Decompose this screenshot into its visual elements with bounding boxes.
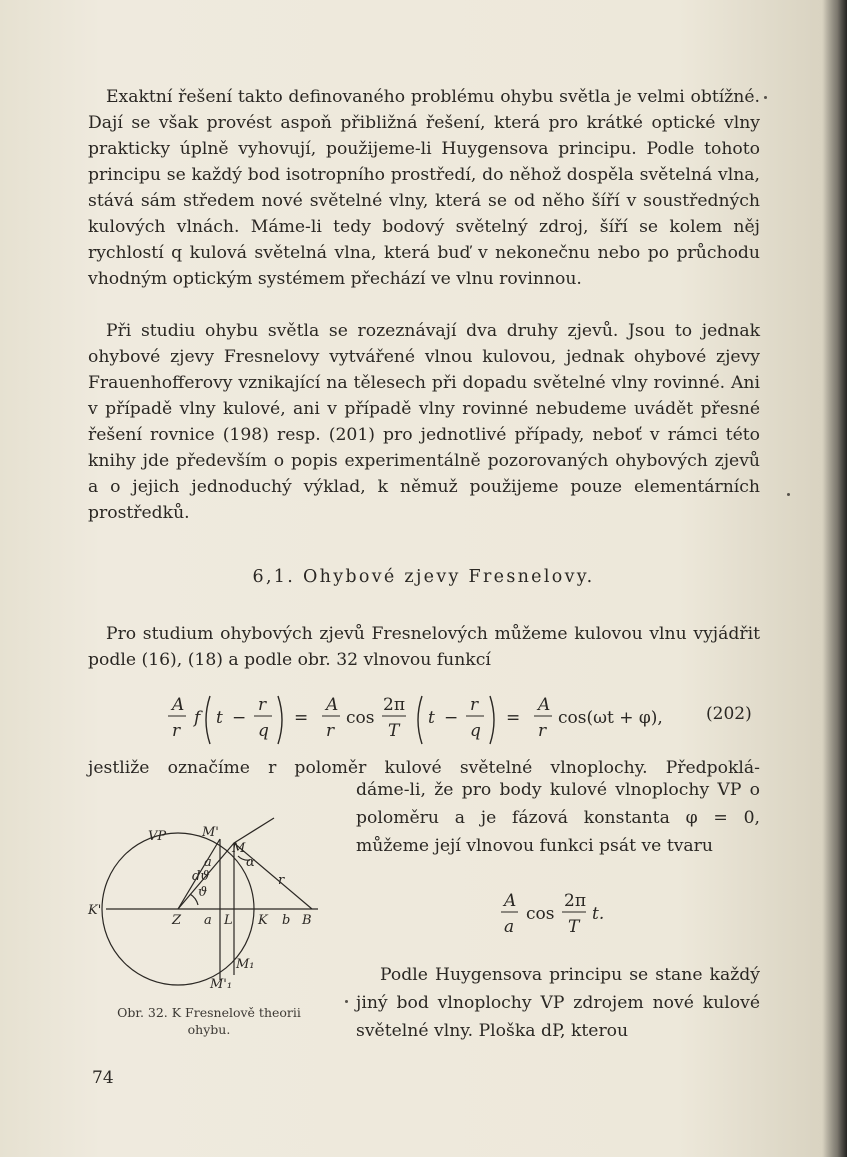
eq-q: q [258,721,269,741]
paragraph-text: Při studiu ohybu světla se rozeznávají dva druhy zjevů. Jsou to jednak ohybové zjevy Fresnelovy vytvářené vlnou kulovou, jednak ohybové zjevy Frauenhofferovy vznikající na tělesech při dopadu světelné vlny rovinné. Ani v případě vlny kulové, ani v případě vlny rovinné nebudeme uvádět přesné řešení rovnice (198) resp. (201) pro jednotlivé případy, neboť v rámci této knihy jde především o popis experimentálně pozorovaných ohybových zjevů a o jejich jednoduchý výklad, k němuž použijeme pouze elementárních prostředků. [88,321,760,523]
equation-number: (202) [706,704,752,724]
eq-T: T [568,917,580,937]
label-L: L [224,913,233,928]
label-M-prime: M' [202,825,219,840]
label-M1: M₁ [236,957,255,972]
page-number: 74 [92,1068,114,1088]
paragraph-huygens-intro [88,84,760,292]
paragraph-text: Pro studium ohybových zjevů Fresnelových můžeme kulovou vlnu vyjádřit podle (16), (18) a podle obr. 32 vlnovou funkcí [88,624,760,670]
eq-minus2: − [444,708,459,728]
eq-r: r [172,721,181,741]
label-Z: Z [172,913,182,928]
eq-minus: − [232,708,247,728]
print-speck [764,96,767,99]
eq-a: a [504,917,515,937]
paragraph-text: Podle Huygensova principu se stane každý jiný bod vlnoplochy VP zdrojem nové kulové světelné vlny. Ploška dP, kterou [356,965,760,1041]
eq-A2: A [326,695,339,715]
label-d-theta: dϑ [192,869,210,884]
label-a-axis: a [204,913,212,928]
paragraph-wavefront-radius [356,776,760,860]
equation-wavefunction [498,886,628,942]
paragraph-diffraction-types [88,318,760,526]
print-speck [787,493,790,496]
eq-T: T [388,721,400,741]
eq-t: t. [592,904,605,924]
eq-equals: = [294,708,309,728]
eq-A: A [172,695,185,715]
eq-r5: r [538,721,547,741]
paragraph-spherical-wave [88,621,760,673]
label-K-prime: K' [88,903,102,918]
eq-A: A [504,891,517,911]
figure-caption: Obr. 32. K Fresnelově theorii ohybu. [117,1005,301,1037]
eq-r3: r [326,721,335,741]
eq-cos: cos [526,904,555,924]
label-B: B [302,913,312,928]
eq-cos-arg: cos(ωt + φ), [558,708,663,728]
print-speck [345,1000,348,1003]
eq-A3: A [538,695,551,715]
eq-f: f [194,708,201,728]
paragraph-huygens-sources [356,961,760,1045]
label-r: r [278,873,285,888]
label-theta: ϑ [198,885,208,900]
label-alpha: α [246,855,255,870]
angle-theta-arc [190,894,198,905]
label-b: b [282,913,291,928]
label-M1-prime: M'₁ [210,977,233,992]
ray-M-to-B [234,843,312,909]
paragraph-text: dáme-li, že pro body kulové vlnoplochy VP o poloměru a je fázová konstanta φ = 0, můžeme její vlnovou funkci psát ve tvaru [356,780,760,856]
eq-cos: cos [346,708,375,728]
eq-2pi: 2π [564,891,586,911]
spine-shadow [823,0,847,1157]
equation-202 [160,690,760,750]
eq-r2: r [258,695,267,715]
extension-line [234,818,274,843]
eq-2pi: 2π [383,695,405,715]
section-heading: 6,1. Ohybové zjevy Fresnelovy. [252,567,595,587]
eq-t: t [216,708,223,728]
label-K: K [258,913,268,928]
eq-r4: r [470,695,479,715]
label-M: M [232,841,246,856]
paragraph-text: Exaktní řešení takto definovaného problému ohybu světla je velmi obtížné. Dají se však provést aspoň přibližná řešení, která pro krátké optické vlny prakticky úplně vyhovují, použijeme-li Huygensova principu. Podle tohoto principu se každý bod isotropního prostředí, do něhož dospěla světelná vlna, stává sám středem nové světelné vlny, která se od něho šíří v soustředných kulových vlnách. Máme-li tedy bodový světelný zdroj, šíří se kolem něj rychlostí q kulová světelná vlna, která buď v nekonečnu nebo po průchodu vhodným optickým systémem přechází ve vlnu rovinnou. [88,87,760,289]
figure-fresnel-diagram [86,810,326,1000]
eq-q2: q [470,721,481,741]
paragraph-line-full: jestliže označíme r poloměr kulové světelné vlnoplochy. Předpoklá- [88,758,760,778]
label-a: a [204,855,212,870]
label-VP: VP [148,829,167,844]
eq-t2: t [428,708,435,728]
eq-equals2: = [506,708,521,728]
